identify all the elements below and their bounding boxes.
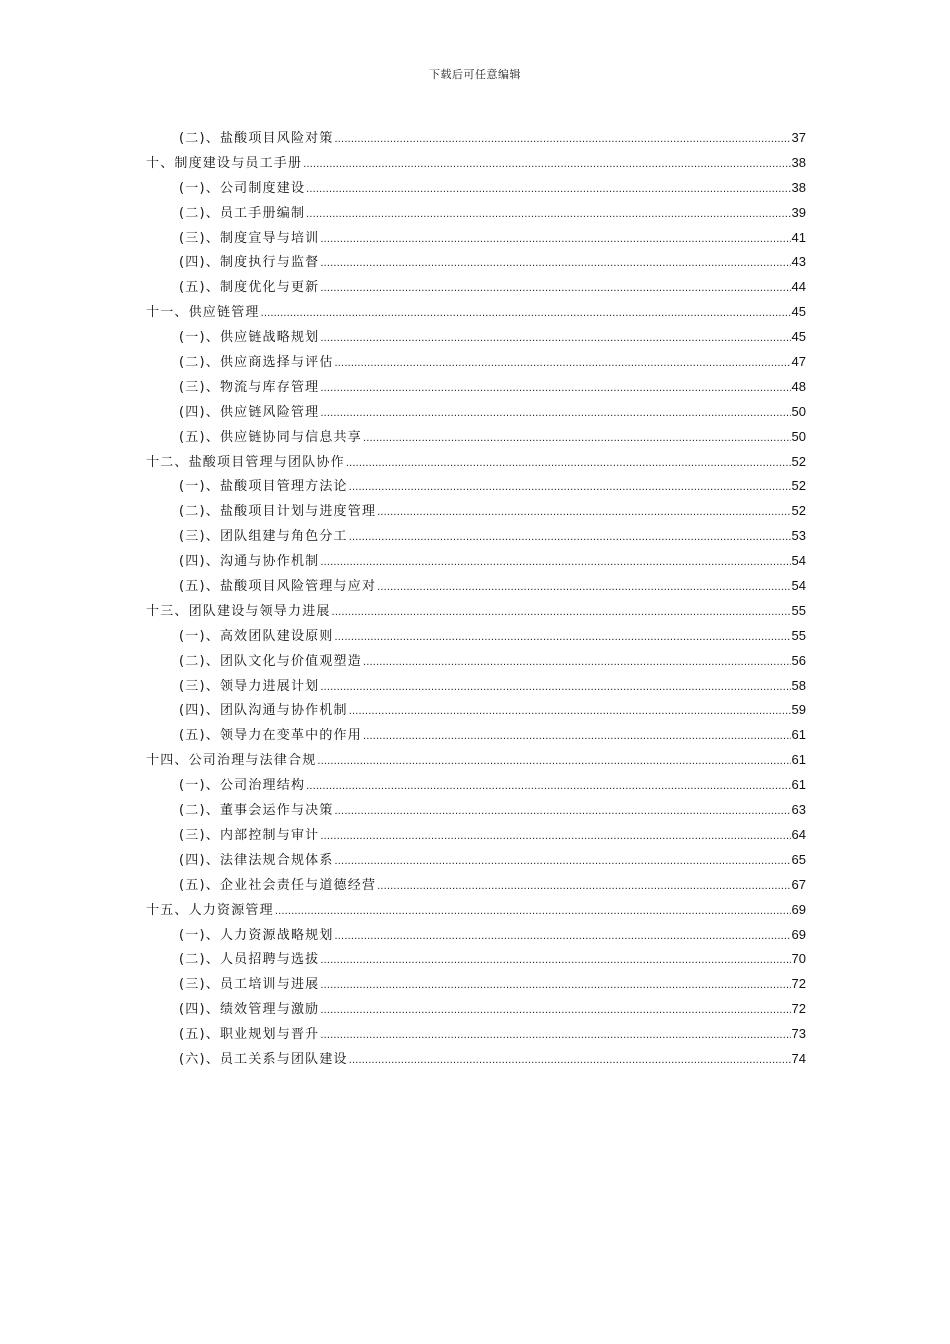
toc-page-number: 74 (791, 1050, 806, 1066)
toc-section-entry[interactable] (146, 425, 806, 450)
toc-page-number: 43 (791, 254, 806, 270)
toc-section-entry[interactable] (146, 250, 806, 275)
toc-section-entry[interactable] (146, 400, 806, 425)
toc-dot-leader (320, 948, 790, 973)
toc-dot-leader (275, 899, 791, 924)
toc-dot-leader (320, 326, 790, 351)
toc-dot-leader (349, 699, 791, 724)
toc-section-entry[interactable] (146, 798, 806, 823)
toc-section-entry[interactable] (146, 1022, 806, 1047)
toc-dot-leader (306, 202, 790, 227)
toc-entry-title: 十、制度建设与员工手册 (146, 155, 303, 171)
toc-page-number: 59 (791, 702, 806, 718)
toc-section-entry[interactable] (146, 549, 806, 574)
toc-section-entry[interactable] (146, 947, 806, 972)
toc-dot-leader (363, 724, 791, 749)
toc-dot-leader (306, 774, 790, 799)
toc-section-entry[interactable] (146, 524, 806, 549)
toc-page-number: 39 (791, 204, 806, 220)
toc-page-number: 65 (791, 851, 806, 867)
toc-page-number: 53 (791, 528, 806, 544)
toc-dot-leader (363, 650, 791, 675)
page-header: 下载后可任意编辑 (429, 68, 521, 81)
toc-page-number: 37 (791, 130, 806, 145)
toc-section-entry[interactable] (146, 574, 806, 599)
toc-section-entry[interactable] (146, 923, 806, 948)
table-of-contents (146, 126, 806, 1072)
toc-dot-leader (320, 251, 790, 276)
toc-entry-title: (五)、职业规划与晋升 (179, 1027, 320, 1043)
toc-page-number: 38 (791, 179, 806, 195)
toc-dot-leader (320, 276, 790, 301)
toc-chapter-entry[interactable] (146, 450, 806, 475)
toc-page-number: 72 (791, 1001, 806, 1017)
toc-page-number: 50 (791, 428, 806, 444)
toc-entry-title: (一)、公司制度建设 (179, 180, 306, 196)
toc-page-number: 50 (791, 403, 806, 419)
toc-page-number: 69 (791, 926, 806, 942)
toc-page-number: 55 (791, 627, 806, 643)
toc-entry-title: (一)、盐酸项目管理方法论 (179, 479, 348, 495)
toc-dot-leader (320, 401, 790, 426)
toc-entry-title: (四)、团队沟通与协作机制 (179, 703, 348, 719)
toc-page-number: 52 (791, 478, 806, 494)
toc-section-entry[interactable] (146, 698, 806, 723)
toc-entry-title: 十五、人力资源管理 (146, 902, 274, 918)
toc-entry-title: 十二、盐酸项目管理与团队协作 (146, 454, 345, 470)
toc-page-number: 56 (791, 652, 806, 668)
toc-page-number: 45 (791, 304, 806, 320)
toc-dot-leader (320, 824, 790, 849)
toc-section-entry[interactable] (146, 624, 806, 649)
toc-page-number: 41 (791, 229, 806, 245)
toc-page-number: 52 (791, 453, 806, 469)
toc-entry-title: (三)、团队组建与角色分工 (179, 529, 348, 545)
toc-dot-leader (332, 600, 791, 625)
toc-chapter-entry[interactable] (146, 151, 806, 176)
toc-entry-title: (六)、员工关系与团队建设 (179, 1051, 348, 1067)
toc-section-entry[interactable] (146, 474, 806, 499)
toc-dot-leader (363, 426, 791, 451)
toc-page-number: 38 (791, 154, 806, 170)
toc-dot-leader (320, 675, 790, 700)
toc-entry-title: (五)、领导力在变革中的作用 (179, 728, 362, 744)
toc-section-entry[interactable] (146, 873, 806, 898)
toc-entry-title: (五)、盐酸项目风险管理与应对 (179, 579, 377, 595)
toc-page-number: 61 (791, 727, 806, 743)
toc-dot-leader (320, 1023, 790, 1048)
toc-section-entry[interactable] (146, 848, 806, 873)
toc-section-entry[interactable] (146, 325, 806, 350)
toc-entry-title: (二)、员工手册编制 (179, 205, 306, 221)
toc-dot-leader (320, 550, 790, 575)
toc-page-number: 69 (791, 901, 806, 917)
toc-entry-title: (三)、内部控制与审计 (179, 827, 320, 843)
toc-dot-leader (377, 500, 790, 525)
toc-section-entry[interactable] (146, 1047, 806, 1072)
toc-dot-leader (377, 874, 790, 899)
toc-entry-title: (一)、公司治理结构 (179, 778, 306, 794)
toc-entry-title: (三)、物流与库存管理 (179, 379, 320, 395)
toc-dot-leader (335, 849, 791, 874)
toc-dot-leader (349, 475, 791, 500)
toc-section-entry[interactable] (146, 375, 806, 400)
toc-page-number: 67 (791, 876, 806, 892)
toc-entry-title: (三)、制度宣导与培训 (179, 230, 320, 246)
toc-page-number: 64 (791, 826, 806, 842)
toc-dot-leader (261, 301, 791, 326)
toc-entry-title: (三)、领导力进展计划 (179, 678, 320, 694)
toc-page-number: 45 (791, 329, 806, 345)
toc-page-number: 61 (791, 752, 806, 768)
toc-section-entry[interactable] (146, 773, 806, 798)
toc-page-number: 54 (791, 553, 806, 569)
toc-dot-leader (349, 1048, 791, 1073)
toc-section-entry[interactable] (146, 350, 806, 375)
toc-section-entry[interactable] (146, 126, 806, 151)
toc-page-number: 44 (791, 279, 806, 295)
toc-section-entry[interactable] (146, 972, 806, 997)
toc-page-number: 63 (791, 802, 806, 818)
toc-dot-leader (320, 376, 790, 401)
toc-page-number: 70 (791, 951, 806, 967)
toc-dot-leader (320, 973, 790, 998)
toc-entry-title: 十一、供应链管理 (146, 305, 260, 321)
toc-chapter-entry[interactable] (146, 300, 806, 325)
toc-dot-leader (335, 351, 791, 376)
toc-dot-leader (349, 525, 791, 550)
toc-page-number: 73 (791, 1026, 806, 1042)
toc-entry-title: (一)、高效团队建设原则 (179, 628, 334, 644)
toc-dot-leader (335, 924, 791, 949)
toc-page-number: 61 (791, 777, 806, 793)
toc-page-number: 55 (791, 602, 806, 618)
toc-section-entry[interactable] (146, 226, 806, 251)
toc-section-entry[interactable] (146, 997, 806, 1022)
toc-section-entry[interactable] (146, 823, 806, 848)
toc-dot-leader (335, 625, 791, 650)
toc-chapter-entry[interactable] (146, 748, 806, 773)
toc-entry-title: (四)、法律法规合规体系 (179, 852, 334, 868)
toc-entry-title: (三)、员工培训与进展 (179, 977, 320, 993)
toc-entry-title: (二)、董事会运作与决策 (179, 803, 334, 819)
toc-page-number: 54 (791, 578, 806, 594)
toc-entry-title: (四)、沟通与协作机制 (179, 554, 320, 570)
toc-dot-leader (320, 227, 790, 252)
toc-page-number: 48 (791, 378, 806, 394)
toc-page-number: 72 (791, 976, 806, 992)
toc-entry-title: (五)、企业社会责任与道德经营 (179, 877, 377, 893)
toc-chapter-entry[interactable] (146, 599, 806, 624)
toc-dot-leader (335, 799, 791, 824)
toc-entry-title: (二)、供应商选择与评估 (179, 355, 334, 371)
toc-dot-leader (335, 127, 791, 152)
toc-section-entry[interactable] (146, 275, 806, 300)
toc-entry-title: (四)、供应链风险管理 (179, 404, 320, 420)
toc-dot-leader (303, 152, 790, 177)
toc-section-entry[interactable] (146, 201, 806, 226)
toc-entry-title: 十三、团队建设与领导力进展 (146, 603, 331, 619)
toc-page-number: 58 (791, 677, 806, 693)
toc-dot-leader (320, 998, 790, 1023)
toc-entry-title: (五)、制度优化与更新 (179, 280, 320, 296)
toc-entry-title: (五)、供应链协同与信息共享 (179, 429, 362, 445)
toc-page-number: 47 (791, 354, 806, 370)
toc-section-entry[interactable] (146, 723, 806, 748)
toc-entry-title: (四)、制度执行与监督 (179, 255, 320, 271)
toc-chapter-entry[interactable] (146, 898, 806, 923)
toc-entry-title: (二)、团队文化与价值观塑造 (179, 653, 362, 669)
toc-entry-title: (二)、人员招聘与选拔 (179, 952, 320, 968)
toc-section-entry[interactable] (146, 674, 806, 699)
toc-section-entry[interactable] (146, 499, 806, 524)
toc-entry-title: 十四、公司治理与法律合规 (146, 753, 317, 769)
toc-dot-leader (377, 575, 790, 600)
toc-dot-leader (306, 177, 790, 202)
toc-entry-title: (四)、绩效管理与激励 (179, 1002, 320, 1018)
toc-entry-title: (一)、供应链战略规划 (179, 330, 320, 346)
toc-section-entry[interactable] (146, 649, 806, 674)
toc-entry-title: (二)、盐酸项目计划与进度管理 (179, 504, 377, 520)
toc-dot-leader (317, 749, 790, 774)
toc-page-number: 52 (791, 503, 806, 519)
toc-entry-title: (一)、人力资源战略规划 (179, 927, 334, 943)
toc-section-entry[interactable] (146, 176, 806, 201)
toc-entry-title: (二)、盐酸项目风险对策 (179, 131, 334, 146)
toc-dot-leader (346, 451, 791, 476)
